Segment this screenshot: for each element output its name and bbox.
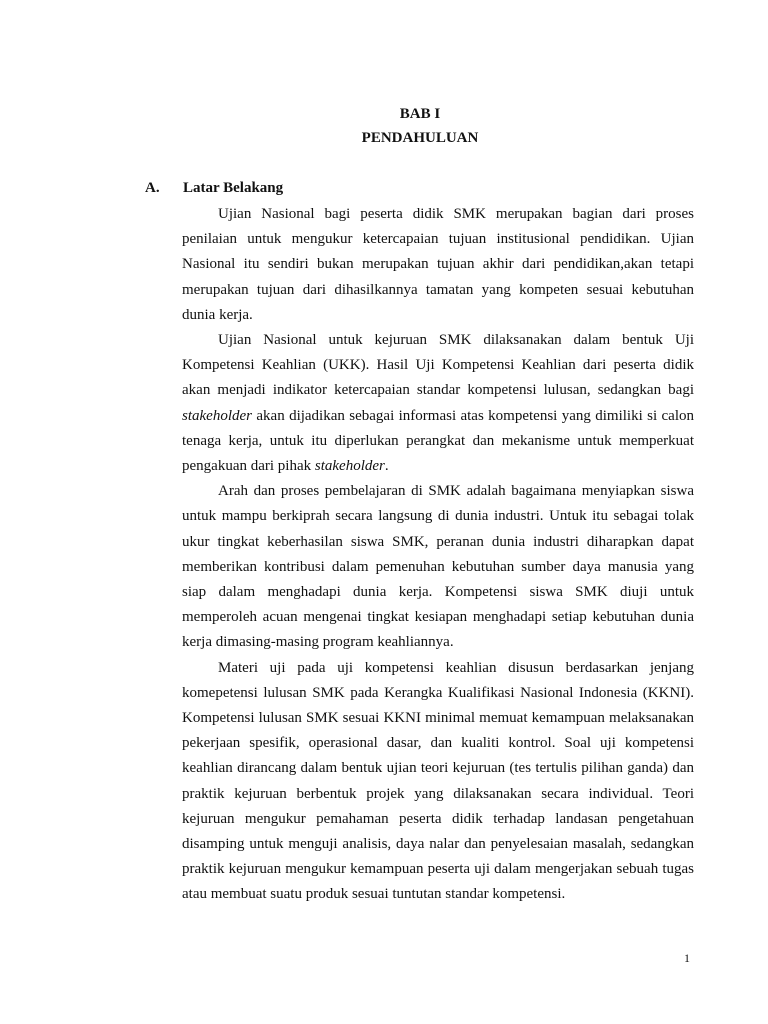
section-heading	[145, 178, 283, 198]
paragraph-3: Arah dan proses pembelajaran di SMK adalah bagaimana menyiapkan siswa untuk mampu berkiprah secara langsung di dunia industri. Untuk itu sebagai tolak ukur tingkat keberhasilan siswa SMK, peranan dunia industri diharapkan dapat memberikan kontribusi dalam pemenuhan kebutuhan sumber daya manusia yang siap dalam menghadapi dunia kerja. Kompetensi siswa SMK diuji untuk memperoleh acuan mengenai tingkat kesiapan menghadapi setiap kebutuhan dunia kerja dimasing-masing program keahliannya.	[182, 483, 694, 651]
body-text	[182, 202, 694, 908]
paragraph-2-part-3: .	[384, 458, 389, 475]
section-title: Latar Belakang	[183, 180, 284, 196]
paragraph-2-part-1: Ujian Nasional untuk kejuruan SMK dilaksanakan dalam bentuk Uji Kompetensi Keahlian (UKK). Hasil Uji Kompetensi Keahlian dari peserta didik akan menjadi indikator ketercapaian standar kompetensi lulusan, sedangkan bagi	[182, 332, 694, 399]
section-letter: A.	[145, 180, 160, 196]
stakeholder-term-2: stakeholder	[314, 458, 385, 475]
paragraph-2	[182, 328, 694, 479]
page-number: 1	[684, 951, 690, 965]
chapter-title: PENDAHULUAN	[361, 130, 479, 146]
paragraph-1: Ujian Nasional bagi peserta didik SMK merupakan bagian dari proses penilaian untuk mengukur ketercapaian tujuan institusional pendidikan. Ujian Nasional itu sendiri bukan merupakan tujuan akhir dari pendidikan,akan tetapi merupakan tujuan dari dihasilkannya tamatan yang kompeten sesuai kebutuhan dunia kerja.	[182, 206, 694, 323]
paragraph-2-part-2: akan dijadikan sebagai informasi atas kompetensi yang dimiliki si calon tenaga kerja, untuk itu diperlukan perangkat dan mekanisme untuk memperkuat pengakuan dari pihak	[182, 407, 695, 475]
stakeholder-term-1: stakeholder	[182, 407, 252, 424]
chapter-number: BAB I	[399, 106, 441, 122]
paragraph-4: Materi uji pada uji kompetensi keahlian disusun berdasarkan jenjang komepetensi lulusan SMK pada Kerangka Kualifikasi Nasional Indonesia (KKNI). Kompetensi lulusan SMK sesuai KKNI minimal memuat kemampuan melaksanakan pekerjaan spesifik, operasional dasar, dan kualiti kontrol. Soal uji kompetensi keahlian dirancang dalam bentuk ujian teori kejuruan (tes tertulis pilihan ganda) dan praktik kejuruan berbentuk projek yang dilaksanakan secara individual. Teori kejuruan mengukur pemahaman peserta didik terhadap landasan pengetahuan disamping untuk menguji analisis, daya nalar dan penyelesaian masalah, sedangkan praktik kejuruan mengukur kemampuan peserta uji dalam mengerjakan sebuah tugas atau membuat suatu produk sesuai tuntutan standar kompetensi.	[182, 659, 694, 903]
